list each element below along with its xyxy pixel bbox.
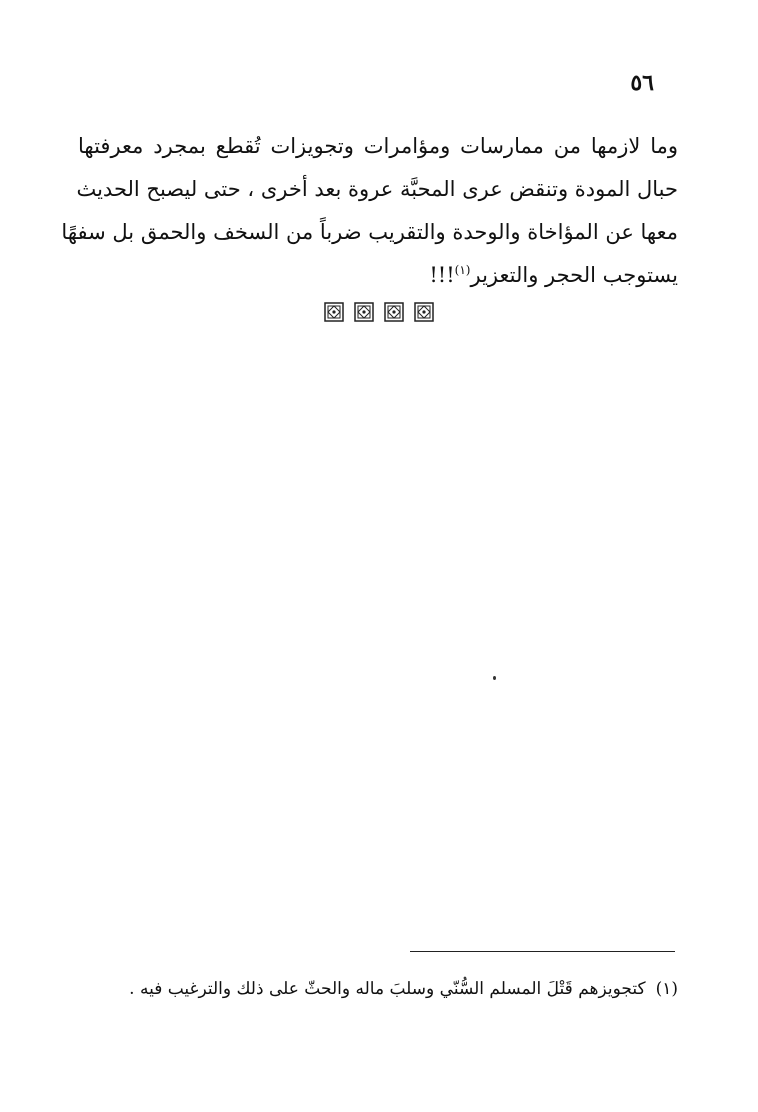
paragraph-line-2: حبال المودة وتنقض عرى المحبَّة عروة بعد أخرى ، حتى ليصبح الحديث — [76, 177, 678, 201]
footnote-reference[interactable]: (١) — [454, 263, 471, 277]
closing-exclamations: !!! — [429, 263, 455, 287]
main-paragraph — [61, 125, 678, 297]
footnote-separator — [410, 951, 675, 952]
page-number: ٥٦ — [630, 70, 654, 96]
paragraph-line-4-text: يستوجب الحجر والتعزير — [470, 263, 678, 287]
square-ornament-icon — [354, 302, 374, 322]
footnote-text: كتجويزهم قَتْلَ المسلم السُّنّي وسلبَ ماله والحثّ على ذلك والترغيب فيه . — [129, 979, 646, 999]
section-divider-ornaments — [0, 302, 758, 322]
square-ornament-icon — [324, 302, 344, 322]
paragraph-line-4 — [78, 254, 678, 297]
footnote — [78, 975, 678, 1003]
scan-speck — [493, 676, 496, 680]
footnote-marker: (١) — [655, 979, 678, 999]
square-ornament-icon — [384, 302, 404, 322]
square-ornament-icon — [414, 302, 434, 322]
paragraph-line-1: وما لازمها من ممارسات ومؤامرات وتجويزات تُقطع بمجرد معرفتها — [78, 134, 678, 158]
paragraph-line-3: معها عن المؤاخاة والوحدة والتقريب ضرباً من السخف والحمق بل سفهًا — [61, 220, 678, 244]
